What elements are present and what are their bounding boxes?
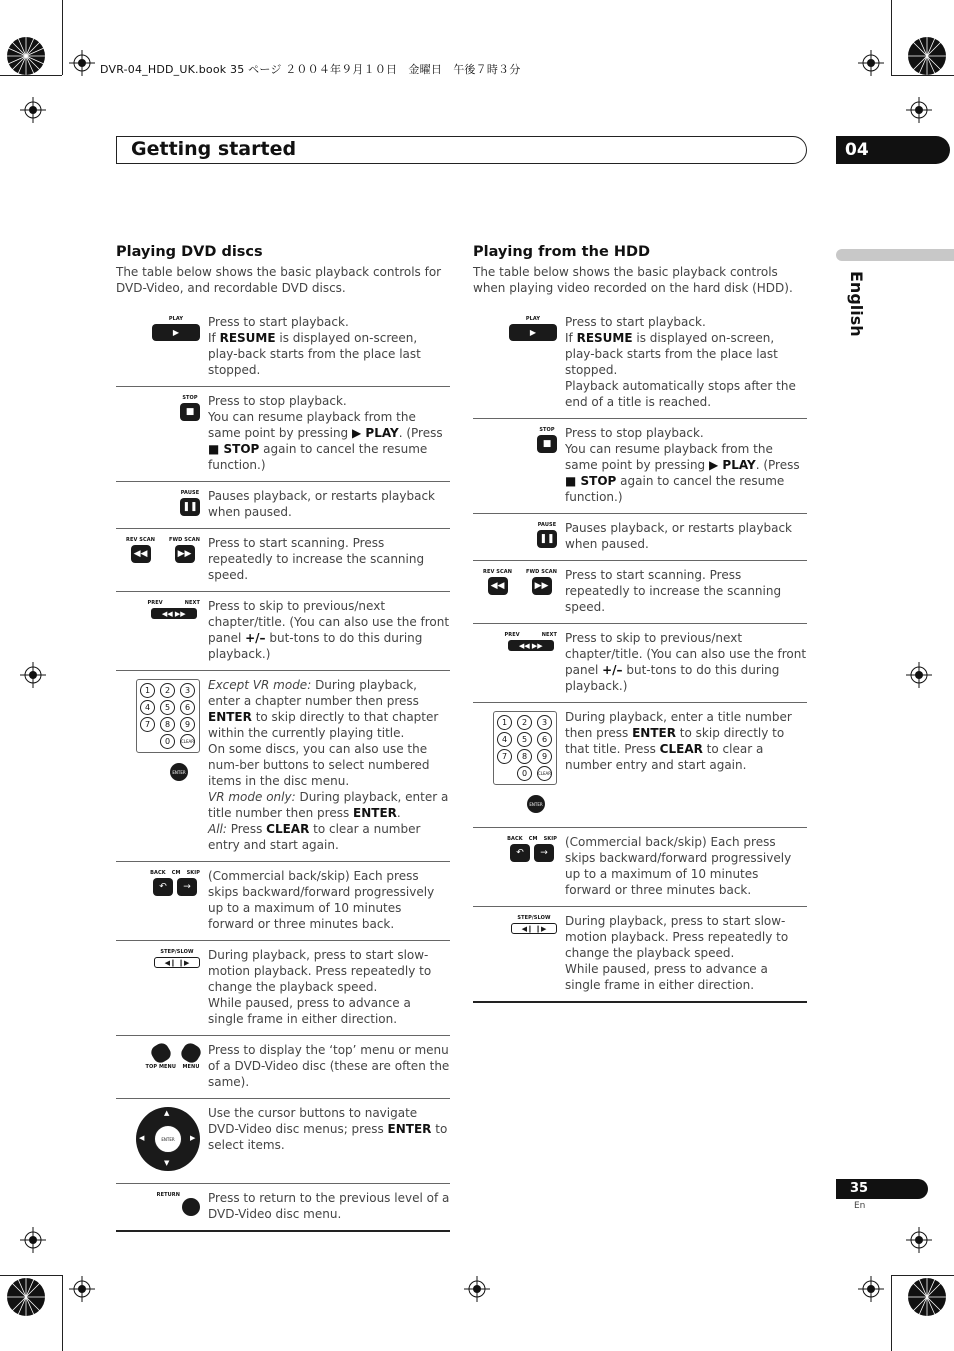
page-language: En — [854, 1201, 866, 1211]
registration-mark-icon — [20, 1227, 46, 1253]
button-caption: RETURN — [156, 1192, 180, 1198]
fast-forward-icon: ▶▶ — [175, 545, 195, 563]
registration-mark-icon — [464, 1276, 490, 1302]
language-tab — [836, 249, 954, 261]
play-icon: ▶ — [152, 324, 200, 341]
row-text: You can resume playback from the same point by pressing — [208, 410, 416, 440]
table-row — [473, 907, 807, 1003]
button-caption: CM — [528, 836, 538, 842]
button-caption: CM — [171, 870, 181, 876]
button-caption: BACK — [507, 836, 523, 842]
row-text: to select items. — [208, 1122, 448, 1152]
row-text: If — [565, 331, 577, 345]
return-icon — [182, 1198, 200, 1216]
table-row — [473, 703, 807, 828]
registration-mark-icon — [858, 50, 884, 76]
row-text: (Commercial back/skip) Each press skips backward/forward progressively up to a maximum of 10 minutes forward or three minutes back. — [208, 869, 435, 931]
chapter-header — [116, 136, 807, 164]
row-text: Press — [226, 822, 267, 836]
row-text: Except VR mode: — [208, 678, 312, 692]
sunburst-mark-icon — [907, 36, 947, 76]
controls-table — [116, 308, 450, 1232]
row-text: but-tons to do this during playback.) — [208, 631, 423, 661]
fast-forward-icon: ▶▶ — [532, 577, 552, 595]
row-text: to skip directly to that chapter within the currently playing title. — [208, 710, 439, 740]
skip-prev-next-icon: ◀◀ ▶▶ — [151, 608, 197, 619]
row-text: is displayed on-screen, play-back starts from the place last stopped. — [565, 331, 778, 377]
button-caption: CLEAR — [180, 734, 195, 749]
row-text: During playback, enter a chapter number then press — [208, 678, 419, 708]
registration-mark-icon — [20, 97, 46, 123]
button-caption: CLEAR — [537, 766, 552, 781]
row-text: again to cancel the resume function.) — [565, 474, 785, 504]
button-caption: PLAY — [525, 316, 541, 322]
chapter-number: 04 — [836, 136, 950, 164]
row-text: You can resume playback from the same point by pressing — [565, 442, 773, 472]
language-label: English — [847, 271, 866, 337]
button-caption: PREV — [147, 600, 163, 606]
rewind-icon: ◀◀ — [131, 545, 151, 563]
row-text: ENTER — [208, 710, 252, 724]
hdd-playback-section — [473, 244, 807, 1003]
row-text: Press to skip to previous/next chapter/title. (You can also use the front panel — [208, 599, 450, 645]
row-text: Use the cursor buttons to navigate DVD-Video disc menus; press — [208, 1106, 418, 1136]
chapter-title: Getting started — [131, 138, 297, 160]
row-text: RESUME — [576, 331, 633, 345]
step-slow-icon: ◀❙ ❙▶ — [511, 923, 557, 934]
table-row — [473, 624, 807, 703]
row-text: RESUME — [219, 331, 276, 345]
button-caption: STOP — [539, 427, 555, 433]
button-caption: PAUSE — [180, 490, 200, 496]
cursor-pad-icon: ▲ ▼ ◀ ▶ ENTER — [136, 1107, 200, 1171]
row-text: Pauses playback, or restarts playback when paused. — [565, 521, 792, 551]
sunburst-mark-icon — [6, 36, 46, 76]
book-file-line: DVR-04_HDD_UK.book 35 ページ ２００４年９月１０日 金曜日 午後７時３分 — [100, 63, 521, 76]
row-text: Press to skip to previous/next chapter/title. (You can also use the front panel — [565, 631, 807, 677]
row-text: ENTER — [387, 1122, 432, 1136]
table-row — [116, 941, 450, 1036]
pause-icon: ❚❚ — [537, 530, 557, 548]
row-text: Press to return to the previous level of a DVD-Video disc menu. — [208, 1191, 450, 1221]
menu-icon — [179, 1041, 204, 1066]
play-icon: ▶ — [509, 324, 557, 341]
table-row — [116, 862, 450, 941]
table-row — [116, 529, 450, 592]
table-row — [473, 419, 807, 514]
button-caption: SKIP — [186, 870, 200, 876]
row-text: ■ STOP — [565, 474, 617, 488]
row-text: Press to stop playback. — [208, 394, 347, 408]
controls-table — [473, 308, 807, 1003]
row-text: . (Press — [755, 458, 800, 472]
page-number: 35 — [836, 1179, 928, 1199]
row-text: Press to display the ‘top’ menu or menu of a DVD-Video disc (these are often the same). — [208, 1043, 450, 1089]
row-text: While paused, press to advance a single frame in either direction. — [208, 996, 411, 1026]
number-keypad-icon: 1 2 3 4 5 6 7 8 9 0 CLEAR — [493, 711, 557, 785]
number-keypad-icon: 1 2 3 4 5 6 7 8 9 0 CLEAR — [136, 679, 200, 753]
button-caption: FWD SCAN — [526, 569, 557, 575]
pause-icon: ❚❚ — [180, 498, 200, 516]
table-row — [473, 514, 807, 561]
top-menu-icon — [148, 1041, 173, 1066]
row-text: ▶ PLAY — [352, 426, 399, 440]
row-text: While paused, press to advance a single frame in either direction. — [565, 962, 768, 992]
rewind-icon: ◀◀ — [488, 577, 508, 595]
registration-mark-icon — [20, 662, 46, 688]
button-caption: STEP/SLOW — [517, 915, 551, 921]
registration-mark-icon — [69, 1276, 95, 1302]
table-row — [116, 1099, 450, 1184]
registration-mark-icon — [906, 662, 932, 688]
row-text: ENTER — [353, 806, 397, 820]
button-caption: REV SCAN — [483, 569, 513, 575]
row-text: Pauses playback, or restarts playback when paused. — [208, 489, 435, 519]
table-row — [116, 592, 450, 671]
row-text: On some discs, you can also use the num-ber buttons to select numbered items in the disc menu. — [208, 742, 430, 788]
crop-mark — [62, 1275, 63, 1351]
row-text: +/– — [245, 631, 266, 645]
table-row — [116, 308, 450, 387]
row-text: ■ STOP — [208, 442, 260, 456]
row-text: to skip directly to that title. Press — [565, 726, 785, 756]
row-text: to clear a number entry and start again. — [565, 742, 764, 772]
crop-mark — [891, 0, 892, 75]
row-text: Press to stop playback. — [565, 426, 704, 440]
button-caption: STEP/SLOW — [160, 949, 194, 955]
row-text: Press to start scanning. Press repeatedly to increase the scanning speed. — [565, 568, 782, 614]
section-intro: The table below shows the basic playback controls when playing video recorded on the hard disk (HDD). — [473, 265, 793, 295]
skip-prev-next-icon: ◀◀ ▶▶ — [508, 640, 554, 651]
row-text: During playback, press to start slow-motion playback. Press repeatedly to change the playback speed. — [208, 948, 432, 994]
table-row — [116, 482, 450, 529]
button-caption: STOP — [182, 395, 198, 401]
row-text: +/– — [602, 663, 623, 677]
cm-skip-icon: → — [534, 844, 554, 862]
sunburst-mark-icon — [6, 1277, 46, 1317]
registration-mark-icon — [858, 1276, 884, 1302]
row-text: During playback, enter a title number then press — [208, 790, 449, 820]
button-caption: TOP MENU — [145, 1064, 176, 1070]
row-text: During playback, press to start slow-motion playback. Press repeatedly to change the playback speed. — [565, 914, 789, 960]
crop-mark — [891, 1275, 892, 1351]
table-row — [116, 387, 450, 482]
stop-icon: ■ — [180, 403, 200, 421]
table-row — [116, 671, 450, 862]
crop-mark — [891, 1275, 954, 1276]
row-text: Press to start playback. — [208, 315, 349, 329]
row-text: During playback, enter a title number then press — [565, 710, 792, 740]
registration-mark-icon — [906, 97, 932, 123]
dvd-playback-section — [116, 244, 450, 1232]
table-row — [473, 308, 807, 419]
row-text: VR mode only: — [208, 790, 296, 804]
stop-icon: ■ — [537, 435, 557, 453]
button-caption: FWD SCAN — [169, 537, 200, 543]
button-caption: NEXT — [541, 632, 557, 638]
row-text: CLEAR — [659, 742, 703, 756]
cm-skip-icon: → — [177, 878, 197, 896]
row-text: but-tons to do this during playback.) — [565, 663, 780, 693]
row-text: Press to start playback. — [565, 315, 706, 329]
row-text: All: — [208, 822, 227, 836]
section-heading: Playing from the HDD — [473, 244, 651, 260]
table-row — [116, 1036, 450, 1099]
row-text: If — [208, 331, 220, 345]
table-row — [473, 561, 807, 624]
enter-button-icon: ENTER — [170, 763, 188, 781]
crop-mark — [0, 1275, 62, 1276]
cm-back-icon: ↶ — [153, 878, 173, 896]
button-caption: REV SCAN — [126, 537, 156, 543]
row-text: Press to start scanning. Press repeatedly to increase the scanning speed. — [208, 536, 425, 582]
table-row — [473, 828, 807, 907]
enter-button-icon: ENTER — [527, 795, 545, 813]
registration-mark-icon — [69, 50, 95, 76]
button-caption: PAUSE — [537, 522, 557, 528]
row-text: . — [396, 806, 401, 820]
button-caption: BACK — [150, 870, 166, 876]
step-slow-icon: ◀❙ ❙▶ — [154, 957, 200, 968]
crop-mark — [62, 0, 63, 75]
section-intro: The table below shows the basic playback controls for DVD-Video, and recordable DVD discs. — [116, 265, 442, 295]
button-caption: PREV — [504, 632, 520, 638]
table-row — [116, 1184, 450, 1232]
button-caption: PLAY — [168, 316, 184, 322]
row-text: is displayed on-screen, play-back starts from the place last stopped. — [208, 331, 421, 377]
button-caption: MENU — [182, 1064, 200, 1070]
registration-mark-icon — [906, 1227, 932, 1253]
button-caption: NEXT — [184, 600, 200, 606]
row-text: to clear a number entry and start again. — [208, 822, 421, 852]
row-text: Playback automatically stops after the end of a title is reached. — [565, 379, 796, 409]
enter-button-icon: ENTER — [154, 1125, 182, 1153]
cm-back-icon: ↶ — [510, 844, 530, 862]
section-heading: Playing DVD discs — [116, 244, 263, 260]
row-text: (Commercial back/skip) Each press skips backward/forward progressively up to a maximum of 10 minutes forward or three minutes back. — [565, 835, 792, 897]
row-text: CLEAR — [266, 822, 310, 836]
row-text: ▶ PLAY — [709, 458, 756, 472]
button-caption: SKIP — [543, 836, 557, 842]
row-text: ENTER — [632, 726, 676, 740]
sunburst-mark-icon — [907, 1277, 947, 1317]
row-text: again to cancel the resume function.) — [208, 442, 428, 472]
row-text: . (Press — [398, 426, 443, 440]
